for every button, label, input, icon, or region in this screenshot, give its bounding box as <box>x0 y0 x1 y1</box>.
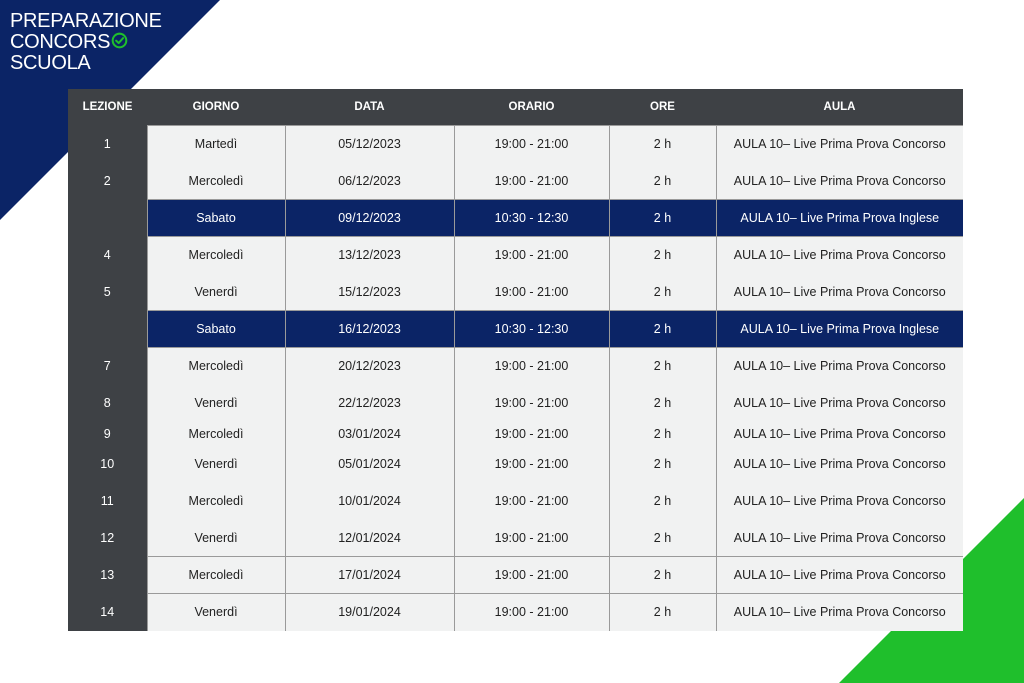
cell-ore: 2 h <box>609 274 716 311</box>
cell-orario: 19:00 - 21:00 <box>454 385 609 422</box>
cell-ore: 2 h <box>609 163 716 200</box>
cell-aula: AULA 10– Live Prima Prova Concorso <box>716 348 963 385</box>
cell-giorno: Venerdì <box>147 274 285 311</box>
cell-ore: 2 h <box>609 483 716 520</box>
cell-data: 05/12/2023 <box>285 126 454 163</box>
cell-lezione: 5 <box>68 274 147 311</box>
cell-orario: 19:00 - 21:00 <box>454 557 609 594</box>
cell-ore: 2 h <box>609 557 716 594</box>
logo-line-2: CONCORS <box>10 32 162 53</box>
header-aula: AULA <box>716 89 963 126</box>
cell-ore: 2 h <box>609 520 716 557</box>
cell-orario: 19:00 - 21:00 <box>454 520 609 557</box>
logo-line-3: SCUOLA <box>10 52 91 74</box>
cell-orario: 19:00 - 21:00 <box>454 163 609 200</box>
cell-orario: 19:00 - 21:00 <box>454 274 609 311</box>
header-lezione: LEZIONE <box>68 89 147 126</box>
cell-data: 05/01/2024 <box>285 446 454 483</box>
cell-giorno: Venerdì <box>147 594 285 631</box>
cell-data: 16/12/2023 <box>285 311 454 348</box>
header-data: DATA <box>285 89 454 126</box>
cell-giorno: Mercoledì <box>147 557 285 594</box>
table-row <box>68 200 963 237</box>
cell-aula: AULA 10– Live Prima Prova Concorso <box>716 422 963 446</box>
table-row <box>68 274 963 311</box>
table-row <box>68 483 963 520</box>
cell-lezione: 8 <box>68 385 147 422</box>
cell-aula: AULA 10– Live Prima Prova Concorso <box>716 520 963 557</box>
cell-orario: 19:00 - 21:00 <box>454 126 609 163</box>
cell-orario: 19:00 - 21:00 <box>454 483 609 520</box>
header-orario: ORARIO <box>454 89 609 126</box>
cell-data: 12/01/2024 <box>285 520 454 557</box>
cell-lezione <box>68 200 147 237</box>
cell-orario: 19:00 - 21:00 <box>454 348 609 385</box>
cell-aula: AULA 10– Live Prima Prova Concorso <box>716 446 963 483</box>
table-row <box>68 422 963 446</box>
schedule-table <box>68 89 963 631</box>
cell-lezione: 7 <box>68 348 147 385</box>
cell-ore: 2 h <box>609 311 716 348</box>
cell-data: 13/12/2023 <box>285 237 454 274</box>
check-circle-icon <box>111 32 128 49</box>
cell-giorno: Venerdì <box>147 385 285 422</box>
cell-aula: AULA 10– Live Prima Prova Concorso <box>716 557 963 594</box>
cell-aula: AULA 10– Live Prima Prova Concorso <box>716 483 963 520</box>
cell-orario: 10:30 - 12:30 <box>454 311 609 348</box>
cell-giorno: Venerdì <box>147 520 285 557</box>
cell-data: 06/12/2023 <box>285 163 454 200</box>
cell-ore: 2 h <box>609 237 716 274</box>
header-ore: ORE <box>609 89 716 126</box>
cell-data: 15/12/2023 <box>285 274 454 311</box>
cell-orario: 19:00 - 21:00 <box>454 594 609 631</box>
cell-aula: AULA 10– Live Prima Prova Concorso <box>716 237 963 274</box>
cell-ore: 2 h <box>609 422 716 446</box>
cell-lezione: 10 <box>68 446 147 483</box>
table-row <box>68 348 963 385</box>
cell-giorno: Mercoledì <box>147 422 285 446</box>
cell-lezione <box>68 311 147 348</box>
cell-lezione: 1 <box>68 126 147 163</box>
table-row <box>68 385 963 422</box>
cell-giorno: Venerdì <box>147 446 285 483</box>
cell-lezione: 11 <box>68 483 147 520</box>
cell-data: 20/12/2023 <box>285 348 454 385</box>
table-row <box>68 163 963 200</box>
cell-lezione: 4 <box>68 237 147 274</box>
table-row <box>68 126 963 163</box>
table-header-row <box>68 89 963 126</box>
cell-ore: 2 h <box>609 200 716 237</box>
table-row <box>68 594 963 631</box>
cell-giorno: Mercoledì <box>147 483 285 520</box>
cell-aula: AULA 10– Live Prima Prova Concorso <box>716 385 963 422</box>
cell-giorno: Sabato <box>147 200 285 237</box>
cell-data: 17/01/2024 <box>285 557 454 594</box>
cell-lezione: 14 <box>68 594 147 631</box>
cell-orario: 10:30 - 12:30 <box>454 200 609 237</box>
cell-lezione: 13 <box>68 557 147 594</box>
header-giorno: GIORNO <box>147 89 285 126</box>
cell-ore: 2 h <box>609 446 716 483</box>
cell-ore: 2 h <box>609 594 716 631</box>
cell-aula: AULA 10– Live Prima Prova Inglese <box>716 200 963 237</box>
cell-aula: AULA 10– Live Prima Prova Concorso <box>716 126 963 163</box>
cell-ore: 2 h <box>609 385 716 422</box>
logo-line-1: PREPARAZIONE <box>10 10 162 32</box>
cell-ore: 2 h <box>609 126 716 163</box>
cell-aula: AULA 10– Live Prima Prova Concorso <box>716 163 963 200</box>
cell-aula: AULA 10– Live Prima Prova Inglese <box>716 311 963 348</box>
cell-aula: AULA 10– Live Prima Prova Concorso <box>716 274 963 311</box>
cell-lezione: 2 <box>68 163 147 200</box>
cell-data: 09/12/2023 <box>285 200 454 237</box>
cell-orario: 19:00 - 21:00 <box>454 422 609 446</box>
cell-giorno: Mercoledì <box>147 237 285 274</box>
cell-data: 10/01/2024 <box>285 483 454 520</box>
cell-giorno: Mercoledì <box>147 348 285 385</box>
cell-orario: 19:00 - 21:00 <box>454 237 609 274</box>
cell-aula: AULA 10– Live Prima Prova Concorso <box>716 594 963 631</box>
cell-lezione: 9 <box>68 422 147 446</box>
logo <box>10 11 162 74</box>
table-row <box>68 237 963 274</box>
cell-data: 03/01/2024 <box>285 422 454 446</box>
table-row <box>68 446 963 483</box>
cell-data: 22/12/2023 <box>285 385 454 422</box>
table-row <box>68 520 963 557</box>
table-row <box>68 557 963 594</box>
cell-giorno: Mercoledì <box>147 163 285 200</box>
cell-giorno: Martedì <box>147 126 285 163</box>
cell-orario: 19:00 - 21:00 <box>454 446 609 483</box>
cell-ore: 2 h <box>609 348 716 385</box>
cell-giorno: Sabato <box>147 311 285 348</box>
cell-lezione: 12 <box>68 520 147 557</box>
table-row <box>68 311 963 348</box>
cell-data: 19/01/2024 <box>285 594 454 631</box>
